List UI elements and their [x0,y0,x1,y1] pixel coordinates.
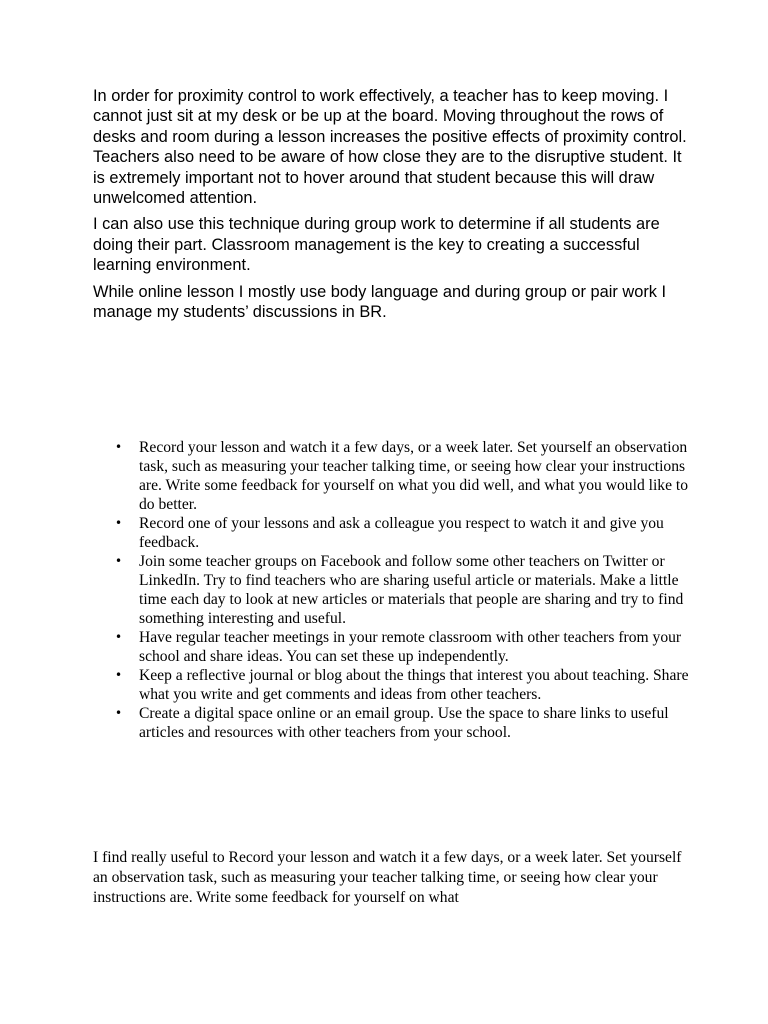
closing-paragraph: I find really useful to Record your lesson and watch it a few days, or a week later. Set yourself an observation task, such as measuring your teacher talking time, or seeing how clear your instructions are. Write some feedback for yourself on what [93,849,682,906]
list-item [113,666,693,704]
paragraph-proximity-control: In order for proximity control to work effectively, a teacher has to keep moving. I cannot just sit at my desk or be up at the board. Moving throughout the rows of desks and room during a lesson increases the positive effects of proximity control. Teachers also need to be aware of how close they are to the disruptive student. It is extremely important not to hover around that student because this will draw unwelcomed attention. [93,87,687,208]
list-item [113,514,693,552]
bullet-icon: • [115,706,123,720]
bullet-icon: • [115,516,123,530]
list-item-text: Join some teacher groups on Facebook and follow some other teachers on Twitter or LinkedIn. Try to find teachers who are sharing useful article or materials. Make a little time each day to look at new articles or materials that people are sharing and try to find something interesting and useful. [139,553,684,627]
bullet-icon: • [115,668,123,682]
list-item [113,552,693,628]
paragraph-group-work: I can also use this technique during group work to determine if all students are doing their part. Classroom management is the key to creating a successful learning environment. [93,215,660,275]
list-item [113,704,693,742]
list-item-text: Have regular teacher meetings in your remote classroom with other teachers from your school and share ideas. You can set these up independently. [139,629,682,665]
list-item-text: Record one of your lessons and ask a colleague you respect to watch it and give you feedback. [139,515,664,551]
list-item-text: Create a digital space online or an email group. Use the space to share links to useful articles and resources with other teachers from your school. [139,705,669,741]
bullet-icon: • [115,440,123,454]
list-item-text: Record your lesson and watch it a few days, or a week later. Set yourself an observation task, such as measuring your teacher talking time, or seeing how clear your instructions are. Write some feedback for yourself on what you did well, and what you would like to do better. [139,439,689,513]
bullet-icon: • [115,630,123,644]
list-item-text: Keep a reflective journal or blog about the things that interest you about teaching. Share what you write and get comments and ideas from other teachers. [139,667,689,703]
list-item [113,438,693,514]
list-item [113,628,693,666]
bullet-icon: • [115,554,123,568]
paragraph-online-lesson: While online lesson I mostly use body language and during group or pair work I manage my students’ discussions in BR. [93,282,667,322]
intro-section [93,86,693,328]
tips-list [113,438,693,742]
